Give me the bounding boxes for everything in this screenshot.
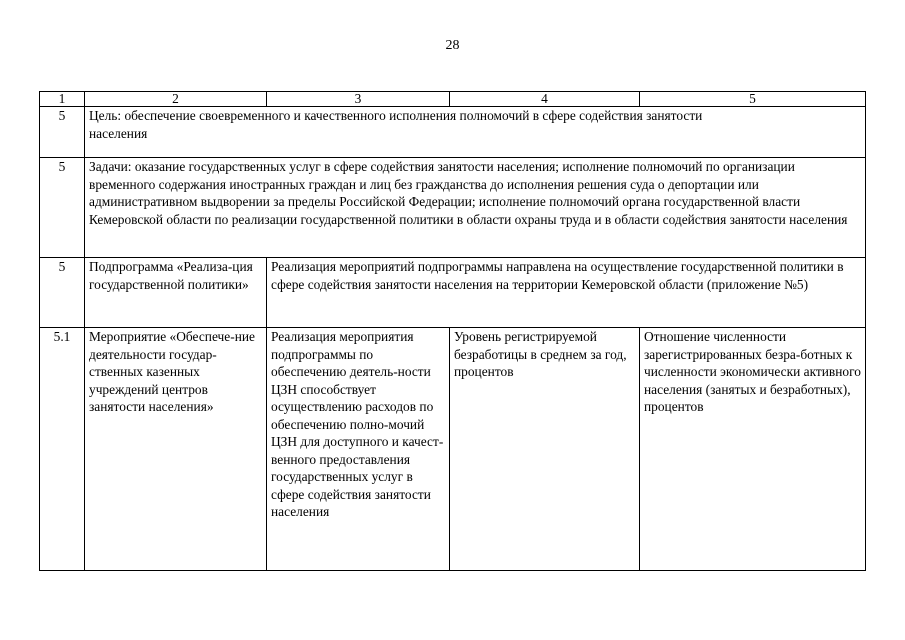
- page-number: 28: [445, 38, 460, 53]
- measure-row-number: 5.1: [40, 328, 85, 571]
- header-cell-1: 1: [40, 92, 85, 107]
- goal-text: Цель: обеспечение своевременного и качественного исполнения полномочий в сфере содействия занятости населения: [85, 107, 866, 158]
- header-cell-4: 4: [450, 92, 640, 107]
- tasks-row-number: 5: [40, 158, 85, 258]
- table-header-row: [40, 92, 866, 107]
- measure-method: Отношение численности зарегистрированных безра-ботных к численности экономически активного населения (занятых и безработных), процентов: [640, 328, 866, 571]
- header-cell-3: 3: [267, 92, 450, 107]
- measure-row: [40, 328, 866, 571]
- measure-name: Мероприятие «Обеспече-ние деятельности государ-ственных казенных учреждений центров занятости населения»: [85, 328, 267, 571]
- subprogram-row: [40, 258, 866, 328]
- tasks-row: [40, 158, 866, 258]
- subprogram-description: Реализация мероприятий подпрограммы направлена на осуществление государственной политики в сфере содействия занятости населения на территории Кемеровской области (приложение №5): [267, 258, 866, 328]
- header-cell-5: 5: [640, 92, 866, 107]
- subprogram-name: Подпрограмма «Реализа-ция государственной политики»: [85, 258, 267, 328]
- measure-description: Реализация мероприятия подпрограммы по обеспечению деятель-ности ЦЗН способствует осуществлению расходов по обеспечению полно-мочий ЦЗН для доступного и качест-венного предоставления государственных услуг в сфере содействия занятости населения: [267, 328, 450, 571]
- goal-row-number: 5: [40, 107, 85, 158]
- subprogram-row-number: 5: [40, 258, 85, 328]
- goal-row: [40, 107, 866, 158]
- header-cell-2: 2: [85, 92, 267, 107]
- tasks-text: Задачи: оказание государственных услуг в сфере содействия занятости населения; исполнение полномочий по организации временного содержания иностранных граждан и лиц без гражданства до исполнения решения суда о депортации или административном выдворении за пределы Российской Федерации; исполнение полномочий органа государственной власти Кемеровской области по реализации государственной политики в области охраны труда и в области содействия занятости населения: [85, 158, 866, 258]
- measure-indicator: Уровень регистрируемой безработицы в среднем за год, процентов: [450, 328, 640, 571]
- program-table: [39, 91, 866, 571]
